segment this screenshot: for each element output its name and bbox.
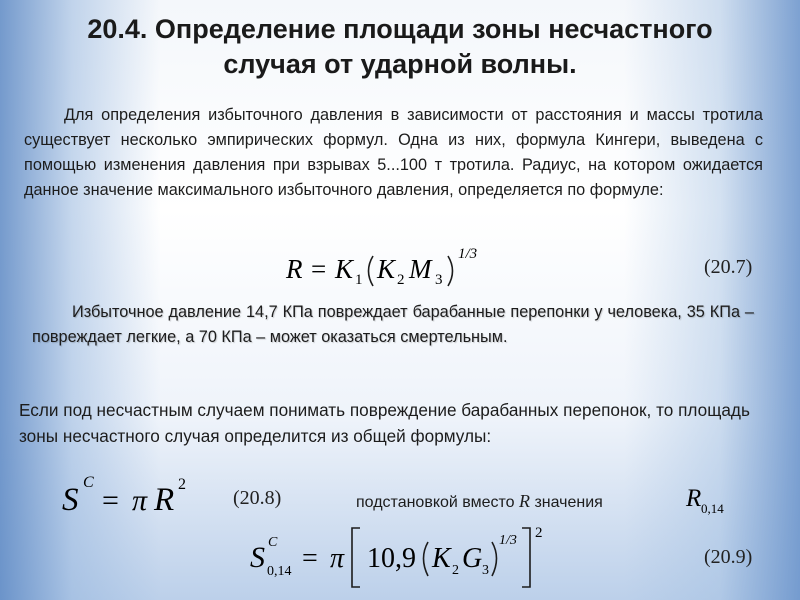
- formula-k-symbol: K: [432, 543, 451, 574]
- formula-pi-symbol: π: [132, 484, 148, 517]
- formula-right-paren: [448, 256, 453, 286]
- equation-number-20-7: (20.7): [704, 256, 753, 278]
- area-formula-intro-paragraph: Если под несчастным случаем понимать повреждение барабанных перепонок, то площадь зоны несчастного случая определится из общей формулы:: [19, 400, 750, 446]
- equation-number-20-9: (20.9): [704, 546, 753, 568]
- r-value-symbol: [684, 480, 744, 518]
- pressure-effects-paragraph: Избыточное давление 14,7 КПа повреждает барабанные перепонки у человека, 35 КПа – повреждает легкие, а 70 КПа – может оказаться смертельным.: [32, 303, 754, 346]
- formula-k1-symbol: K: [335, 254, 354, 284]
- intro-paragraph: Для определения избыточного давления в зависимости от расстояния и массы тротила существует несколько эмпирических формул. Одна из них, формула Кингери, выведена с помощью изменения давления при взрывах 5...100 т тротила. Радиус, на котором ожидается данное значение максимального избыточного давления, определяется по формуле:: [24, 106, 763, 199]
- slide-title-line-1: 20.4. Определение площади зоны несчастного: [87, 14, 713, 44]
- formula-g-subscript: 3: [482, 563, 489, 578]
- substitution-note-variable: R: [519, 491, 530, 511]
- formula-r-symbol: R: [154, 482, 175, 518]
- formula-r-superscript: 2: [178, 476, 186, 493]
- formula-left-paren: [369, 256, 374, 286]
- formula-right-paren: [492, 542, 497, 576]
- slide-title: [60, 12, 740, 82]
- formula-m-symbol: M: [409, 254, 432, 284]
- formula-right-bracket: [522, 528, 530, 587]
- formula-outer-exponent: 2: [535, 525, 543, 541]
- formula-r-symbol: R: [286, 254, 303, 284]
- formula-s-superscript: C: [83, 474, 94, 491]
- formula-equals-sign: =: [311, 254, 327, 284]
- formula-k1-subscript: 1: [355, 272, 363, 288]
- formula-s-symbol: S: [250, 541, 265, 574]
- substitution-note-suffix: значения: [530, 494, 603, 511]
- formula-inner-exponent: 1/3: [499, 533, 517, 548]
- formula-left-bracket: [352, 528, 360, 587]
- formula-pi-symbol: π: [330, 543, 345, 574]
- formula-g-symbol: G: [462, 543, 483, 574]
- formula-k2-symbol: K: [377, 254, 396, 284]
- formula-left-paren: [424, 542, 429, 576]
- r-value-letter: R: [686, 485, 702, 512]
- formula-m-subscript: 3: [435, 272, 443, 288]
- r-value-subscript: 0,14: [701, 501, 724, 516]
- formula-k2-subscript: 2: [397, 272, 405, 288]
- formula-s-superscript: C: [268, 535, 278, 550]
- formula-20-7: [280, 238, 500, 290]
- formula-20-9: [246, 520, 566, 592]
- substitution-note-prefix: подстановкой вместо: [356, 494, 519, 511]
- formula-coefficient: 10,9: [367, 543, 416, 574]
- slide-title-line-2: случая от ударной волны.: [223, 49, 577, 79]
- equation-number-20-8: (20.8): [233, 487, 282, 509]
- formula-exponent: 1/3: [458, 246, 478, 262]
- formula-s-subscript: 0,14: [267, 564, 292, 579]
- substitution-note: [356, 491, 603, 512]
- formula-equals-sign: =: [302, 543, 318, 574]
- formula-20-8: [58, 470, 208, 520]
- formula-k-subscript: 2: [452, 563, 459, 578]
- formula-equals-sign: =: [102, 484, 119, 517]
- formula-s-symbol: S: [62, 482, 79, 518]
